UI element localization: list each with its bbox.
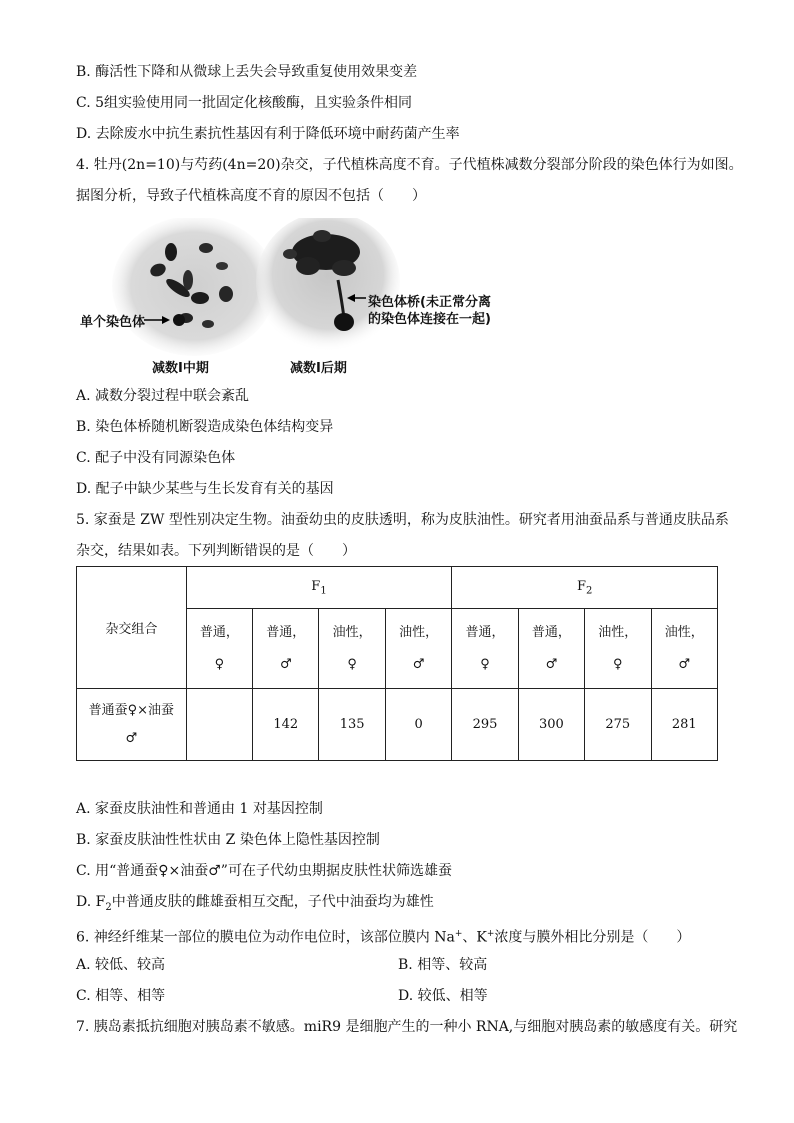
q5-option-d: D. $F_2$中普通皮肤的雌雄蚕相互交配，子代中油蚕均为雄性 bbox=[76, 894, 434, 913]
q3-option-d: D. 去除废水中抗生素抗性基因有利于降低环境中耐药菌产生率 bbox=[76, 126, 460, 142]
label-single-chromosome: 单个染色体 bbox=[80, 315, 146, 330]
label-chromosome-bridge-line1: 染色体桥(未正常分离 bbox=[368, 295, 491, 310]
table-cell: 295 bbox=[452, 689, 518, 761]
col-header: 普通， ♂ bbox=[253, 609, 319, 689]
q5-option-b: B. 家蚕皮肤油性性状由 Z 染色体上隐性基因控制 bbox=[76, 832, 380, 848]
table-cell: 300 bbox=[518, 689, 584, 761]
caption-anaphase-i: 减数Ⅰ后期 bbox=[290, 361, 347, 376]
q5-option-a: A. 家蚕皮肤油性和普通由 1 对基因控制 bbox=[76, 801, 323, 817]
silkworm-cross-table bbox=[76, 566, 718, 761]
col-header: 油性， ♀ bbox=[585, 609, 651, 689]
q6-stem: 6. 神经纤维某一部位的膜电位为动作电位时，该部位膜内 Na+、K+浓度与膜外相比分别是（ ） bbox=[76, 929, 691, 946]
table-cell: 0 bbox=[385, 689, 451, 761]
q4-option-c: C. 配子中没有同源染色体 bbox=[76, 450, 236, 466]
header-f2: $F_2$ bbox=[452, 567, 718, 609]
q4-stem-line2: 据图分析，导致子代植株高度不育的原因不包括（ ） bbox=[76, 188, 426, 204]
col-header: 普通， ♂ bbox=[518, 609, 584, 689]
q4-option-a: A. 减数分裂过程中联会紊乱 bbox=[76, 388, 250, 404]
label-chromosome-bridge-line2: 的染色体连接在一起) bbox=[368, 312, 491, 327]
q5-stem-line2: 杂交，结果如表。下列判断错误的是（ ） bbox=[76, 543, 356, 559]
col-header: 普通， ♀ bbox=[186, 609, 252, 689]
q4-option-b: B. 染色体桥随机断裂造成染色体结构变异 bbox=[76, 419, 334, 435]
q6-option-a: A. 较低、较高 bbox=[76, 957, 166, 973]
col-header: 油性， ♂ bbox=[651, 609, 717, 689]
q4-option-d: D. 配子中缺少某些与生长发育有关的基因 bbox=[76, 481, 334, 497]
table-cell: 135 bbox=[319, 689, 385, 761]
q4-stem-line1: 4. 牡丹(2n=10)与芍药(4n=20)杂交，子代植株高度不育。子代植株减数分裂部分阶段的染色体行为如图。 bbox=[76, 157, 743, 173]
q3-option-b: B. 酶活性下降和从微球上丢失会导致重复使用效果变差 bbox=[76, 64, 418, 80]
q5-option-c: C. 用“普通蚕♀×油蚕♂”可在子代幼虫期据皮肤性状筛选雄蚕 bbox=[76, 863, 452, 879]
q6-option-c: C. 相等、相等 bbox=[76, 988, 166, 1004]
anaphase-cell bbox=[256, 218, 400, 352]
table-cell: 142 bbox=[253, 689, 319, 761]
table-cell: 275 bbox=[585, 689, 651, 761]
header-f1: $F_1$ bbox=[186, 567, 452, 609]
table-cell: 281 bbox=[651, 689, 717, 761]
col-header: 油性， ♀ bbox=[319, 609, 385, 689]
q3-option-c: C. 5组实验使用同一批固定化核酸酶，且实验条件相同 bbox=[76, 95, 413, 111]
cross-combination-cell: 普通蚕♀×油蚕 ♂ bbox=[77, 689, 187, 761]
header-cross-combination: 杂交组合 bbox=[77, 567, 187, 689]
q5-stem-line1: 5. 家蚕是 ZW 型性别决定生物。油蚕幼虫的皮肤透明，称为皮肤油性。研究者用油蚕品系与普通皮肤品系 bbox=[76, 512, 729, 528]
q6-option-d: D. 较低、相等 bbox=[398, 988, 488, 1004]
q6-option-b: B. 相等、较高 bbox=[398, 957, 488, 973]
caption-metaphase-i: 减数Ⅰ中期 bbox=[152, 361, 209, 376]
table-cell bbox=[186, 689, 252, 761]
q7-stem-line1: 7. 胰岛素抵抗细胞对胰岛素不敏感。miR9 是细胞产生的一种小 RNA,与细胞对胰岛素的敏感度有关。研究 bbox=[76, 1019, 738, 1035]
col-header: 普通， ♀ bbox=[452, 609, 518, 689]
metaphase-cell bbox=[112, 218, 276, 356]
chromosome-micrograph-figure bbox=[76, 218, 516, 378]
col-header: 油性， ♂ bbox=[385, 609, 451, 689]
